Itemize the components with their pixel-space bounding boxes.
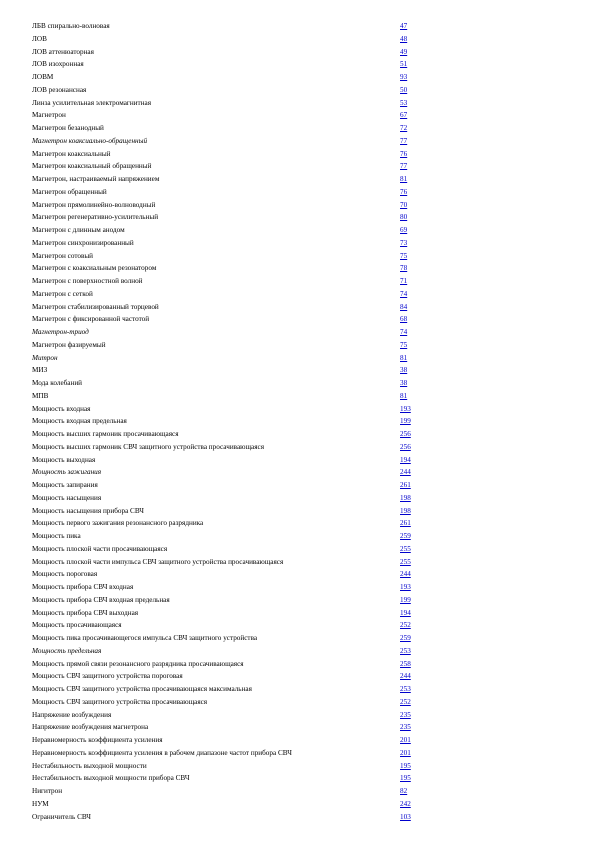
index-entry: [32, 224, 422, 237]
page-number-link[interactable]: 82: [400, 787, 408, 795]
index-entry: [32, 20, 422, 33]
index-term: НУМ: [32, 799, 49, 808]
index-entry: [32, 696, 422, 709]
page-number-link[interactable]: 244: [400, 672, 411, 681]
index-term: МИЗ: [32, 366, 48, 375]
index-term: Мощность прибора СВЧ выходная: [32, 608, 139, 617]
index-term: Мощность высших гармоник СВЧ защитного устройства просачивающаяся: [32, 442, 265, 451]
index-term: Напряжение возбуждения магнетрона: [32, 723, 149, 732]
page-number-link[interactable]: 78: [400, 264, 408, 273]
page-number-link[interactable]: 259: [400, 634, 411, 642]
index-entry: [32, 377, 422, 390]
index-entry: [32, 262, 422, 275]
page-number-link[interactable]: 77: [400, 136, 408, 145]
index-term: ЛОВ резонансная: [32, 85, 87, 94]
page-number-link[interactable]: 84: [400, 302, 408, 311]
index-entry: [32, 148, 422, 161]
index-list: [32, 20, 422, 823]
index-term: Нестабильность выходной мощности: [32, 761, 147, 770]
index-entry: [32, 84, 422, 97]
index-entry: [32, 683, 422, 696]
index-term: Магнетрон безанодный: [32, 124, 104, 132]
page-number-link[interactable]: 235: [400, 723, 411, 732]
index-entry: [32, 760, 422, 773]
index-term: ЛОВ: [32, 34, 47, 43]
page-number-link[interactable]: 81: [400, 175, 408, 183]
index-entry: [32, 670, 422, 683]
page-number-link[interactable]: 261: [400, 519, 411, 528]
index-term: Линза усилительная электромагнитная: [32, 98, 152, 107]
page-number-link[interactable]: 74: [400, 328, 408, 336]
index-entry: [32, 135, 422, 148]
index-entry: [32, 211, 422, 224]
index-entry: [32, 415, 422, 428]
index-term: Магнетрон прямолинейно-волноводный: [32, 200, 156, 209]
page-number-link[interactable]: 198: [400, 506, 411, 515]
index-entry: [32, 658, 422, 671]
index-entry: [32, 352, 422, 365]
page-number-link[interactable]: 51: [400, 60, 408, 69]
index-entry: [32, 772, 422, 785]
index-entry: [32, 237, 422, 250]
index-entry: [32, 71, 422, 84]
index-term: Магнетрон с поверхностной волной: [32, 277, 143, 285]
index-entry: [32, 709, 422, 722]
index-entry: [32, 160, 422, 173]
index-entry: [32, 785, 422, 798]
page-number-link[interactable]: 77: [400, 162, 408, 171]
index-term: Мощность прямой связи резонансного разрядника просачивающаяся: [32, 659, 244, 668]
index-entry: [32, 466, 422, 479]
index-entry: [32, 301, 422, 314]
index-entry: [32, 288, 422, 301]
index-term: Магнетрон сотовый: [32, 251, 94, 260]
index-entry: [32, 250, 422, 263]
index-term: Мощность запирания: [32, 481, 98, 489]
index-term: Мощность пороговая: [32, 570, 98, 579]
index-entry: [32, 275, 422, 288]
index-term: Мощность прибора СВЧ входная предельная: [32, 595, 170, 604]
page-number-link[interactable]: 261: [400, 481, 411, 489]
index-term: Магнетрон: [32, 111, 66, 120]
index-term: ЛБВ спирально-волновая: [32, 22, 110, 30]
index-entry: [32, 798, 422, 811]
page-number-link[interactable]: 38: [400, 366, 408, 375]
index-term: Магнетрон, настраиваемый напряжением: [32, 175, 160, 183]
index-entry: [32, 33, 422, 46]
index-term: Мощность пика просачивающегося импульса СВЧ защитного устройства: [32, 634, 258, 642]
page-number-link[interactable]: 199: [400, 417, 411, 426]
page-number-link[interactable]: 252: [400, 697, 411, 706]
index-entry: [32, 556, 422, 569]
page-number-link[interactable]: 48: [400, 34, 408, 43]
index-term: Магнетрон с коаксиальным резонатором: [32, 264, 157, 273]
index-term: Магнетрон коаксиальный: [32, 149, 111, 158]
index-entry: [32, 390, 422, 403]
page-number-link[interactable]: 253: [400, 685, 411, 693]
index-entry: [32, 313, 422, 326]
index-entry: [32, 403, 422, 416]
page-number-link[interactable]: 194: [400, 455, 411, 464]
page-number-link[interactable]: 38: [400, 379, 408, 387]
index-term: Мощность предельная: [32, 646, 102, 655]
index-term: Мощность прибора СВЧ входная: [32, 583, 134, 591]
page-number-link[interactable]: 72: [400, 124, 408, 132]
page-number-link[interactable]: 68: [400, 315, 408, 324]
index-entry: [32, 109, 422, 122]
index-term: Мощность насыщения прибора СВЧ: [32, 506, 144, 515]
page-number-link[interactable]: 81: [400, 353, 408, 362]
page-number-link[interactable]: 256: [400, 442, 411, 451]
page-number-link[interactable]: 198: [400, 493, 411, 502]
page-number-link[interactable]: 244: [400, 570, 411, 579]
index-term: Мощность насыщения: [32, 493, 102, 502]
page-number-link[interactable]: 49: [400, 47, 408, 56]
index-term: ЛОВ аттенюаторная: [32, 47, 94, 56]
index-entry: [32, 632, 422, 645]
page-number-link[interactable]: 67: [400, 111, 408, 120]
index-term: Напряжение возбуждения: [32, 710, 112, 719]
index-entry: [32, 811, 422, 824]
index-term: Магнетрон-триод: [32, 328, 89, 336]
index-entry: [32, 505, 422, 518]
index-entry: [32, 645, 422, 658]
page-number-link[interactable]: 195: [400, 761, 411, 770]
index-entry: [32, 747, 422, 760]
index-term: Ограничитель СВЧ: [32, 812, 91, 821]
index-entry: [32, 594, 422, 607]
page-number-link[interactable]: 80: [400, 213, 408, 222]
page-number-link[interactable]: 47: [400, 22, 408, 30]
index-entry: [32, 428, 422, 441]
index-term: Магнетрон фазируемый: [32, 340, 106, 349]
index-entry: [32, 441, 422, 454]
index-entry: [32, 326, 422, 339]
page-number-link[interactable]: 73: [400, 238, 408, 247]
index-entry: [32, 479, 422, 492]
page-number-link[interactable]: 74: [400, 289, 408, 298]
index-entry: [32, 568, 422, 581]
index-term: Магнетрон коаксиальный обращенный: [32, 162, 152, 171]
index-entry: [32, 186, 422, 199]
page-number-link[interactable]: 242: [400, 799, 411, 808]
index-term: Магнетрон с длинным анодом: [32, 226, 125, 234]
index-entry: [32, 530, 422, 543]
page-number-link[interactable]: 193: [400, 583, 411, 591]
index-term: МПВ: [32, 391, 49, 400]
index-term: Мощность выходная: [32, 455, 96, 464]
page-number-link[interactable]: 195: [400, 774, 411, 783]
page-number-link[interactable]: 252: [400, 621, 411, 630]
page-number-link[interactable]: 81: [400, 391, 408, 400]
index-term: Нигитрон: [32, 787, 63, 795]
index-term: ЛОВ изохронная: [32, 60, 84, 69]
page-number-link[interactable]: 255: [400, 544, 411, 553]
index-entry: [32, 543, 422, 556]
index-term: Мощность первого зажигания резонансного разрядника: [32, 519, 204, 528]
index-term: Магнетрон обращенный: [32, 187, 107, 196]
index-term: Нестабильность выходной мощности прибора СВЧ: [32, 774, 190, 783]
page-number-link[interactable]: 50: [400, 85, 408, 94]
index-term: Митрон: [32, 353, 58, 362]
page-number-link[interactable]: 71: [400, 277, 408, 285]
index-entry: [32, 721, 422, 734]
index-term: Магнетрон стабилизированный торцевой: [32, 302, 159, 311]
page-number-link[interactable]: 201: [400, 748, 411, 757]
page-number-link[interactable]: 53: [400, 98, 408, 107]
page-number-link[interactable]: 93: [400, 73, 408, 81]
page-number-link[interactable]: 193: [400, 404, 411, 413]
index-entry: [32, 199, 422, 212]
index-term: ЛОВМ: [32, 73, 54, 81]
index-term: Магнетрон с сеткой: [32, 289, 93, 298]
page-number-link[interactable]: 70: [400, 200, 408, 209]
index-entry: [32, 97, 422, 110]
index-term: Мода колебаний: [32, 379, 83, 387]
page-number-link[interactable]: 69: [400, 226, 408, 234]
index-entry: [32, 454, 422, 467]
page-number-link[interactable]: 235: [400, 710, 411, 719]
index-term: Мощность СВЧ защитного устройства просачивающаяся максимальная: [32, 685, 252, 693]
index-entry: [32, 58, 422, 71]
page-number-link[interactable]: 258: [400, 659, 411, 668]
index-term: Мощность высших гармоник просачивающаяся: [32, 430, 179, 438]
page-number-link[interactable]: 256: [400, 430, 411, 438]
page-number-link[interactable]: 194: [400, 608, 411, 617]
index-term: Мощность плоской части импульса СВЧ защитного устройства просачивающаяся: [32, 557, 284, 566]
page-number-link[interactable]: 255: [400, 557, 411, 566]
index-term: Магнетрон регенеративно-усилительный: [32, 213, 159, 222]
page-number-link[interactable]: 103: [400, 812, 411, 821]
index-term: Мощность плоской части просачивающаяся: [32, 544, 168, 553]
index-term: Неравномерность коэффициента усиления: [32, 736, 163, 744]
index-entry: [32, 619, 422, 632]
index-term: Мощность СВЧ защитного устройства пороговая: [32, 672, 183, 681]
index-term: Неравномерность коэффициента усиления в рабочем диапазоне частот прибора СВЧ: [32, 748, 292, 757]
page-number-link[interactable]: 253: [400, 646, 411, 655]
index-entry: [32, 734, 422, 747]
index-entry: [32, 364, 422, 377]
page-number-link[interactable]: 75: [400, 251, 408, 260]
index-term: Мощность входная: [32, 404, 91, 413]
index-entry: [32, 173, 422, 186]
index-term: Мощность входная предельная: [32, 417, 127, 426]
index-entry: [32, 517, 422, 530]
index-term: Магнетрон с фиксированной частотой: [32, 315, 150, 324]
page-number-link[interactable]: 76: [400, 187, 408, 196]
index-term: Мощность пика: [32, 532, 81, 540]
index-term: Мощность просачивающаяся: [32, 621, 122, 630]
index-term: Магнетрон коаксиально-обращенный: [32, 136, 148, 145]
page-number-link[interactable]: 199: [400, 595, 411, 604]
page-number-link[interactable]: 75: [400, 340, 408, 349]
page-number-link[interactable]: 76: [400, 149, 408, 158]
index-term: Мощность СВЧ защитного устройства просачивающаяся: [32, 697, 208, 706]
index-term: Магнетрон синхронизированный: [32, 238, 134, 247]
index-entry: [32, 607, 422, 620]
index-entry: [32, 581, 422, 594]
page-number-link[interactable]: 201: [400, 736, 411, 744]
index-term: Мощность зажигания: [32, 468, 102, 477]
index-entry: [32, 46, 422, 59]
index-entry: [32, 339, 422, 352]
page-number-link[interactable]: 259: [400, 532, 411, 540]
index-entry: [32, 492, 422, 505]
index-entry: [32, 122, 422, 135]
page-number-link[interactable]: 244: [400, 468, 411, 477]
